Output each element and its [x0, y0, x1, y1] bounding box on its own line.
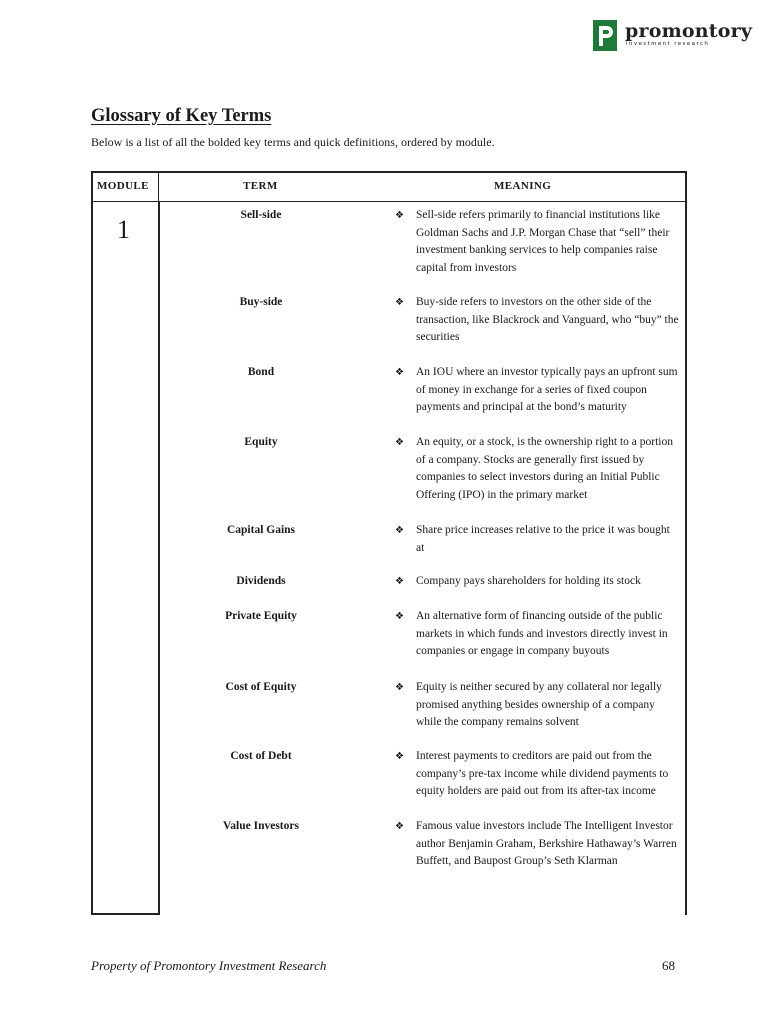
module-number: 1: [117, 215, 130, 244]
bullet-icon: ❖: [395, 576, 404, 587]
header-term: TERM: [243, 180, 278, 192]
term-meaning: Company pays shareholders for holding its stock: [416, 575, 641, 587]
term-meaning: An alternative form of financing outside of the public markets in which funds and investors directly invest in companies or engage in company buyouts: [416, 610, 668, 658]
table-header-rule: [91, 201, 687, 202]
term-label: Capital Gains: [226, 524, 296, 536]
module-column-rule: [158, 171, 159, 201]
bullet-icon: ❖: [395, 525, 404, 536]
term-meaning: Buy-side refers to investors on the other side of the transaction, like Blackrock and Vanguard, who “buy” the securities: [416, 296, 679, 344]
table-right-rule: [685, 171, 687, 915]
module-column-body-rule: [158, 201, 160, 915]
footer-ownership-note: Property of Promontory Investment Research: [91, 958, 327, 973]
table-top-rule: [91, 171, 687, 173]
header-meaning: MEANING: [494, 180, 552, 192]
term-meaning: An IOU where an investor typically pays an upfront sum of money in exchange for a series of fixed coupon payments and principal at the bond’s maturity: [416, 366, 678, 414]
term-meaning: Share price increases relative to the price it was bought at: [416, 524, 670, 554]
page-title: Glossary of Key Terms: [91, 106, 272, 126]
term-meaning: Famous value investors include The Intelligent Investor author Benjamin Graham, Berkshire Hathaway’s Warren Buffett, and Baupost Group’s Seth Klarman: [416, 820, 677, 868]
logo-p-icon: [593, 20, 617, 51]
header-module: MODULE: [97, 180, 149, 192]
logo-tagline: investment research: [626, 41, 710, 47]
term-label: Cost of Debt: [230, 750, 292, 762]
bullet-icon: ❖: [395, 821, 404, 832]
bullet-icon: ❖: [395, 367, 404, 378]
term-label: Value Investors: [223, 820, 299, 832]
bullet-icon: ❖: [395, 751, 404, 762]
page-number: 68: [662, 958, 675, 973]
term-label: Dividends: [236, 575, 286, 587]
bullet-icon: ❖: [395, 210, 404, 221]
term-label: Private Equity: [225, 610, 297, 622]
term-meaning: Sell-side refers primarily to financial institutions like Goldman Sachs and J.P. Morgan Chase that “sell” their investment banking services to help companies raise capital from investors: [416, 209, 670, 275]
bullet-icon: ❖: [395, 297, 404, 308]
intro-text: Below is a list of all the bolded key terms and quick definitions, ordered by module.: [91, 135, 495, 149]
term-meaning: Interest payments to creditors are paid out from the company’s pre-tax income while dividend payments to equity holders are paid out from its after-tax income: [416, 750, 669, 798]
bullet-icon: ❖: [395, 611, 404, 622]
term-meaning: An equity, or a stock, is the ownership right to a portion of a company. Stocks are generally first issued by companies to select investors during an Initial Public Offering (IPO) in the primary market: [416, 436, 674, 502]
term-label: Equity: [244, 436, 278, 448]
logo-wordmark: promontory: [625, 20, 753, 42]
term-label: Bond: [247, 366, 275, 378]
term-meaning: Equity is neither secured by any collateral nor legally promised anything besides ownership of a company while the company remains solvent: [416, 681, 662, 729]
promontory-logo: [593, 20, 753, 52]
term-label: Buy-side: [239, 296, 283, 308]
module-column-bottom-rule: [91, 913, 159, 915]
table-left-rule: [91, 171, 93, 915]
term-label: Cost of Equity: [225, 681, 297, 693]
term-label: Sell-side: [240, 209, 282, 221]
bullet-icon: ❖: [395, 682, 404, 693]
bullet-icon: ❖: [395, 437, 404, 448]
